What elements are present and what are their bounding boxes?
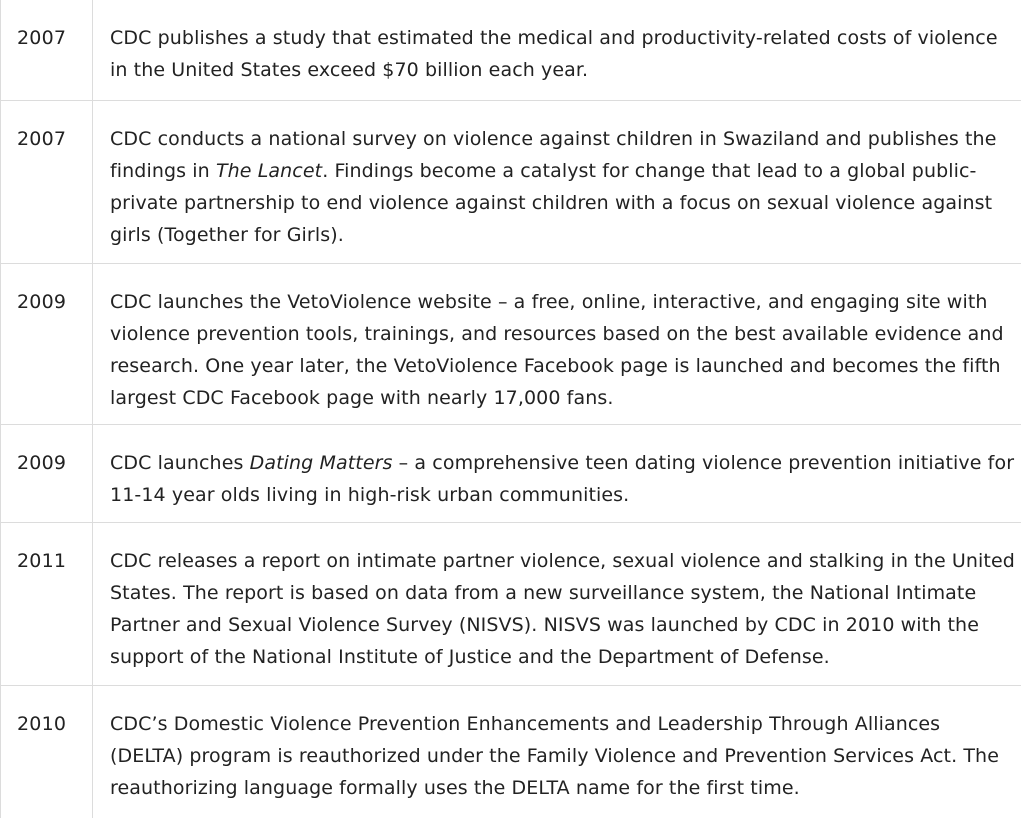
year-cell: 2011 [1,523,93,685]
timeline-row [1,686,1021,818]
description-cell [110,123,1015,251]
description-text: – a comprehensive teen dating violence prevention initiative for 11-14 year olds living in high-risk urban communities. [110,452,1015,506]
description-cell: CDC releases a report on intimate partner violence, sexual violence and stalking in the United States. The report is based on data from a new surveillance system, the National Intimate Partner and Sexual Violence Survey (NISVS). NISVS was launched by CDC in 2010 with the support of the National Institute of Justice and the Department of Defense. [110,550,1015,668]
description-cell: CDC publishes a study that estimated the medical and productivity-related costs of violence in the United States exceed $70 billion each year. [110,27,998,81]
description-text: CDC conducts a national survey on violence against children in Swaziland and publishes the findings in [110,128,997,182]
timeline-row [1,101,1021,264]
timeline-row [1,425,1021,523]
description-cell: CDC launches the VetoViolence website – a free, online, interactive, and engaging site with violence prevention tools, trainings, and resources based on the best available evidence and research. One year later, the VetoViolence Facebook page is launched and becomes the fifth largest CDC Facebook page with nearly 17,000 fans. [110,291,1004,409]
publication-title: The Lancet [215,160,323,182]
year-cell: 2007 [1,0,93,100]
description-text: . Findings become a catalyst for change that lead to a global public-private partnership to end violence against children with a focus on sexual violence against girls (Together for Girls). [110,160,993,246]
year-cell: 2010 [1,686,93,818]
timeline-row [1,523,1021,686]
timeline-row [1,264,1021,425]
description-cell [110,447,1015,511]
year-cell: 2009 [1,425,93,522]
initiative-name: Dating Matters [249,452,393,474]
description-text: CDC launches [110,452,250,474]
year-cell: 2009 [1,264,93,424]
description-cell: CDC’s Domestic Violence Prevention Enhancements and Leadership Through Alliances (DELTA) program is reauthorized under the Family Violence and Prevention Services Act. The reauthorizing language formally uses the DELTA name for the first time. [110,713,999,799]
timeline-row [1,0,1021,101]
year-cell: 2007 [1,101,93,263]
